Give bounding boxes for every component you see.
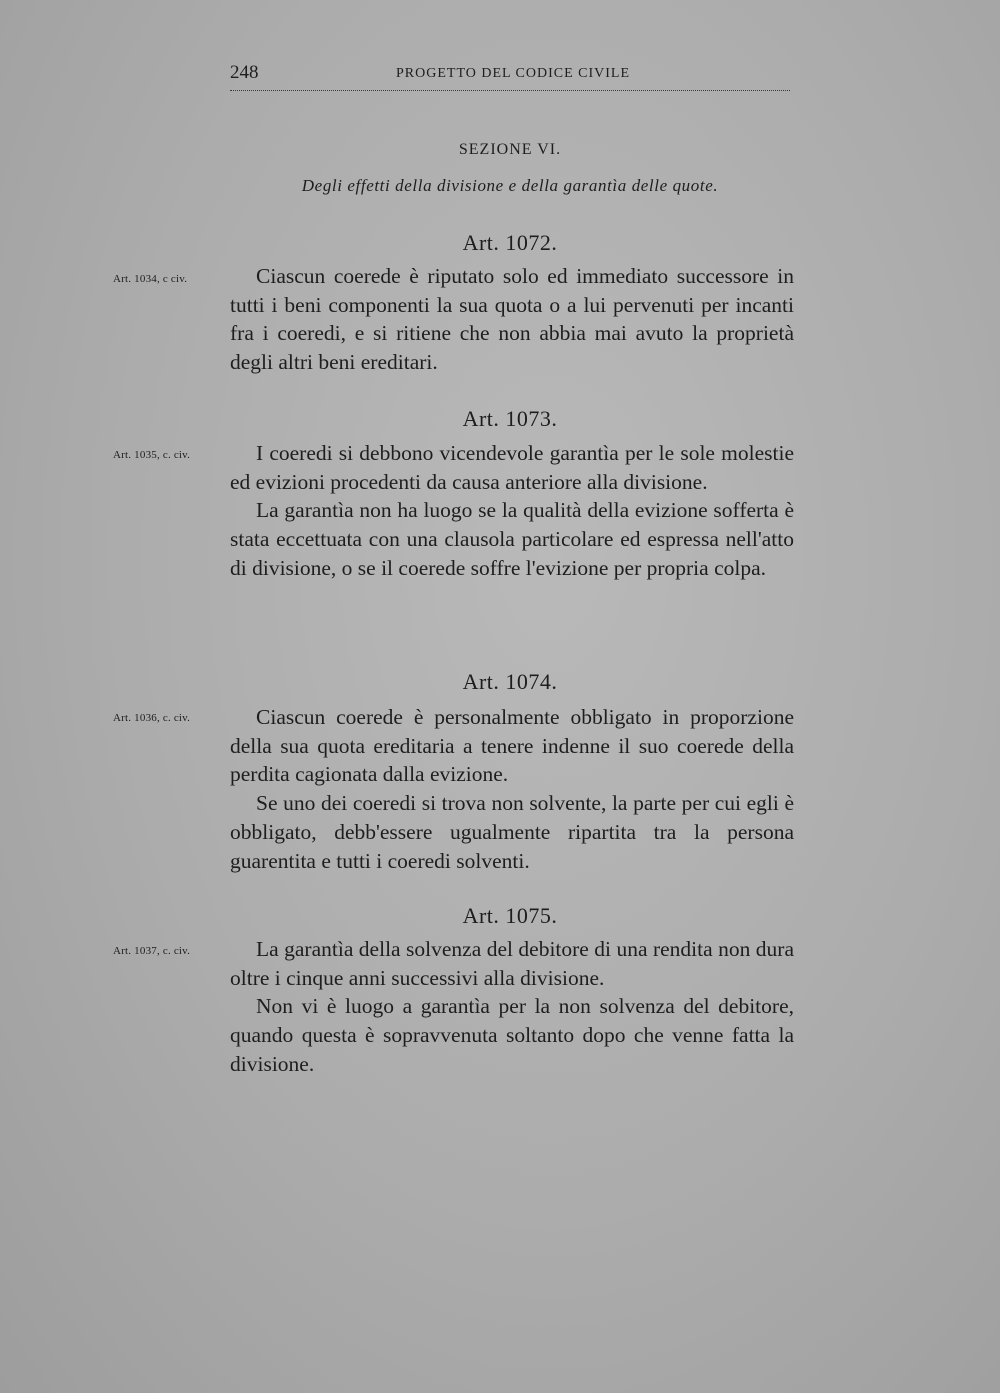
margin-note: Art. 1035, c. civ. <box>113 449 191 461</box>
article-paragraph: La garantìa della solvenza del debitore di una rendita non dura oltre i cinque anni successivi alla divisione. <box>230 937 794 990</box>
margin-note: Art. 1034, c civ. <box>113 273 188 285</box>
page-header <box>230 62 790 91</box>
margin-note: Art. 1037, c. civ. <box>113 945 191 957</box>
section-subtitle: Degli effetti della divisione e della garantìa delle quote. <box>301 176 719 195</box>
article-body <box>230 439 794 583</box>
article-paragraph: La garantìa non ha luogo se la qualità della evizione sofferta è stata eccettuata con una clausola particolare ed espressa nell'atto di divisione, o se il coerede soffre l'evizione per propria colpa. <box>230 498 794 580</box>
article-paragraph: Ciascun coerede è personalmente obbligato in proporzione della sua quota ereditaria a tenere indenne il suo coerede della perdita cagionata dalla evizione. <box>230 705 794 787</box>
margin-note: Art. 1036, c. civ. <box>113 712 191 724</box>
article-paragraph: Ciascun coerede è riputato solo ed immediato successore in tutti i beni componenti la sua quota o a lui pervenuti per incanti fra i coeredi, e si ritiene che non abbia mai avuto la proprietà degli altri beni ereditari. <box>230 264 794 375</box>
article-body <box>230 262 794 377</box>
article-body <box>230 935 794 1079</box>
article-heading: Art. 1072. <box>462 230 558 255</box>
article-body <box>230 703 794 875</box>
running-title: PROGETTO DEL CODICE CIVILE <box>396 66 631 81</box>
article-paragraph: Se uno dei coeredi si trova non solvente, la parte per cui egli è obbligato, debb'essere ugualmente ripartita tra la persona guarentita e tutti i coeredi solventi. <box>230 791 794 873</box>
article-heading: Art. 1075. <box>462 903 558 928</box>
article-heading: Art. 1073. <box>462 406 558 431</box>
page-number: 248 <box>230 62 259 83</box>
article-paragraph: I coeredi si debbono vicendevole garantìa per le sole molestie ed evizioni procedenti da causa anteriore alla divisione. <box>230 441 794 494</box>
article-heading: Art. 1074. <box>462 669 558 694</box>
article-paragraph: Non vi è luogo a garantìa per la non solvenza del debitore, quando questa è sopravvenuta soltanto dopo che venne fatta la divisione. <box>230 994 794 1076</box>
section-title: SEZIONE VI. <box>458 141 562 158</box>
